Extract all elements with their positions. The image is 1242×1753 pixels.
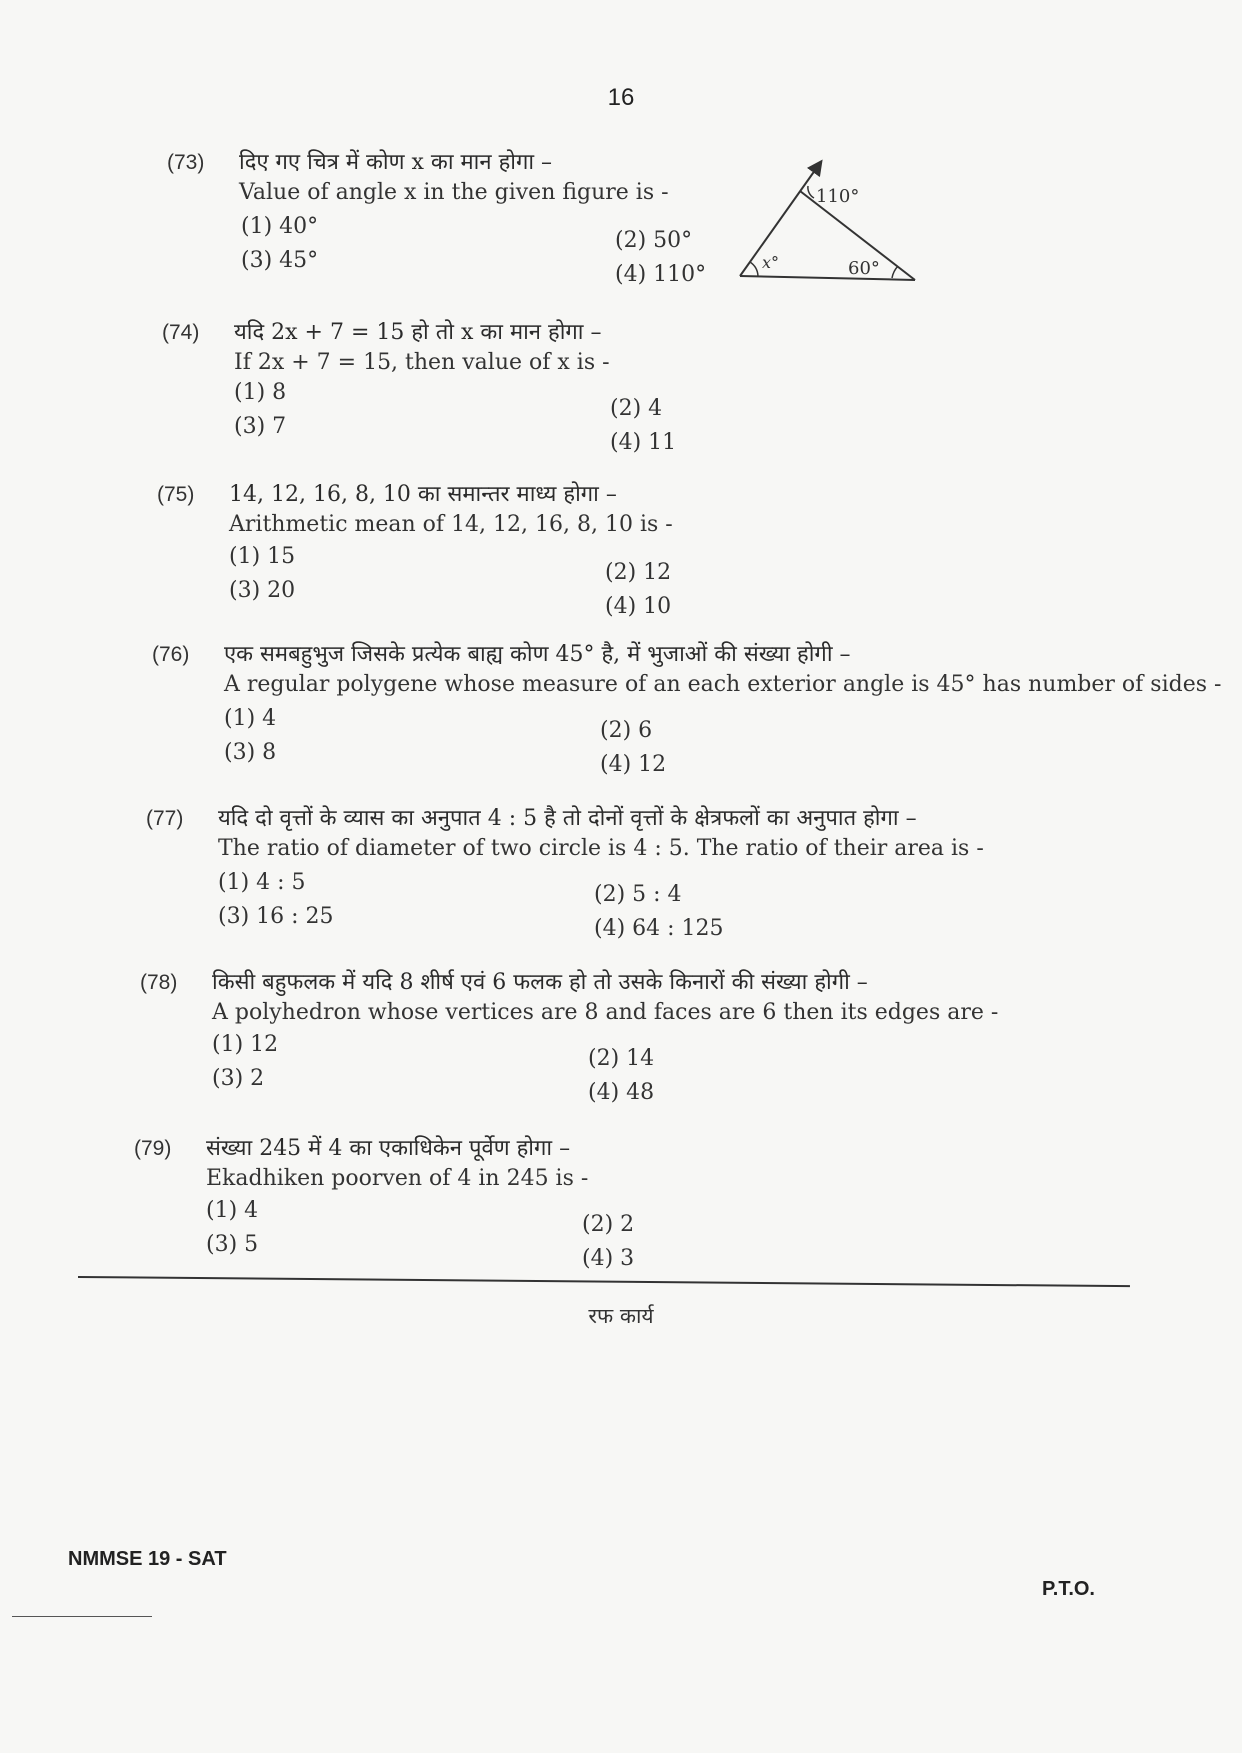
pto-label: P.T.O. [1042,1578,1095,1600]
option-4: (4) 10 [605,594,672,619]
question-text-english: A regular polygene whose measure of an each exterior angle is 45° has number of sides - [224,672,1222,697]
option-1: (1) 8 [234,380,287,405]
footer-line [12,1616,152,1617]
question-text [239,148,669,208]
angle-label-top: 110° [816,186,860,207]
option-3: (3) 5 [206,1232,259,1257]
option-2: (2) 5 : 4 [594,882,682,907]
question-number: (78) [140,971,178,994]
option-1: (1) 4 : 5 [218,870,306,895]
option-4: (4) 12 [600,752,667,777]
option-2: (2) 12 [605,560,672,585]
option-2: (2) 14 [588,1046,655,1071]
angle-label-right: 60° [848,258,880,279]
question-text-hindi: दिए गए चित्र में कोण x का मान होगा – [239,150,553,175]
question-number: (74) [162,321,200,344]
triangle-figure [730,156,930,286]
question-text [218,804,984,864]
question-text [229,480,673,540]
question-text-english: Value of angle x in the given figure is - [239,180,669,205]
question-text [234,318,610,378]
option-3: (3) 45° [241,248,319,273]
question-text-english: Ekadhiken poorven of 4 in 245 is - [206,1166,589,1191]
question-text-hindi: किसी बहुफलक में यदि 8 शीर्ष एवं 6 फलक हो तो उसके किनारों की संख्या होगी – [212,970,868,995]
rough-work-label: रफ कार्य [588,1304,654,1328]
option-3: (3) 7 [234,414,287,439]
question-text-english: A polyhedron whose vertices are 8 and faces are 6 then its edges are - [212,1000,999,1025]
question-text-hindi: 14, 12, 16, 8, 10 का समान्तर माध्य होगा – [229,482,617,507]
question-number: (76) [152,643,190,666]
question-text-hindi: यदि 2x + 7 = 15 हो तो x का मान होगा – [234,320,602,345]
question-number: (79) [134,1137,172,1160]
option-2: (2) 4 [610,396,663,421]
option-3: (3) 8 [224,740,277,765]
question-text-english: If 2x + 7 = 15, then value of x is - [234,350,610,375]
option-1: (1) 12 [212,1032,279,1057]
option-4: (4) 64 : 125 [594,916,724,941]
question-text [212,968,998,1028]
option-1: (1) 15 [229,544,296,569]
question-text-english: The ratio of diameter of two circle is 4 : 5. The ratio of their area is - [218,836,984,861]
option-2: (2) 2 [582,1212,635,1237]
question-text-english: Arithmetic mean of 14, 12, 16, 8, 10 is - [229,512,673,537]
divider-line [78,1276,1130,1287]
page-number: 16 [607,84,635,111]
question-text-hindi: संख्या 245 में 4 का एकाधिकेन पूर्वेण होगा – [206,1136,571,1161]
option-3: (3) 20 [229,578,296,603]
option-4: (4) 11 [610,430,677,455]
option-3: (3) 16 : 25 [218,904,334,929]
paper-code: NMMSE 19 - SAT [68,1548,227,1570]
option-4: (4) 110° [615,262,707,287]
option-1: (1) 4 [224,706,277,731]
question-text-hindi: यदि दो वृत्तों के व्यास का अनुपात 4 : 5 है तो दोनों वृत्तों के क्षेत्रफलों का अनुपात होगा – [218,806,917,831]
option-4: (4) 48 [588,1080,655,1105]
question-text [206,1134,588,1194]
option-2: (2) 6 [600,718,653,743]
option-1: (1) 40° [241,214,319,239]
angle-label-x: x° [762,253,780,272]
option-2: (2) 50° [615,228,693,253]
question-text-hindi: एक समबहुभुज जिसके प्रत्येक बाह्य कोण 45° है, में भुजाओं की संख्या होगी – [224,642,851,667]
question-text [224,640,1221,700]
option-4: (4) 3 [582,1246,635,1271]
option-3: (3) 2 [212,1066,265,1091]
question-number: (73) [167,151,205,174]
option-1: (1) 4 [206,1198,259,1223]
question-number: (75) [157,483,195,506]
question-number: (77) [146,807,184,830]
